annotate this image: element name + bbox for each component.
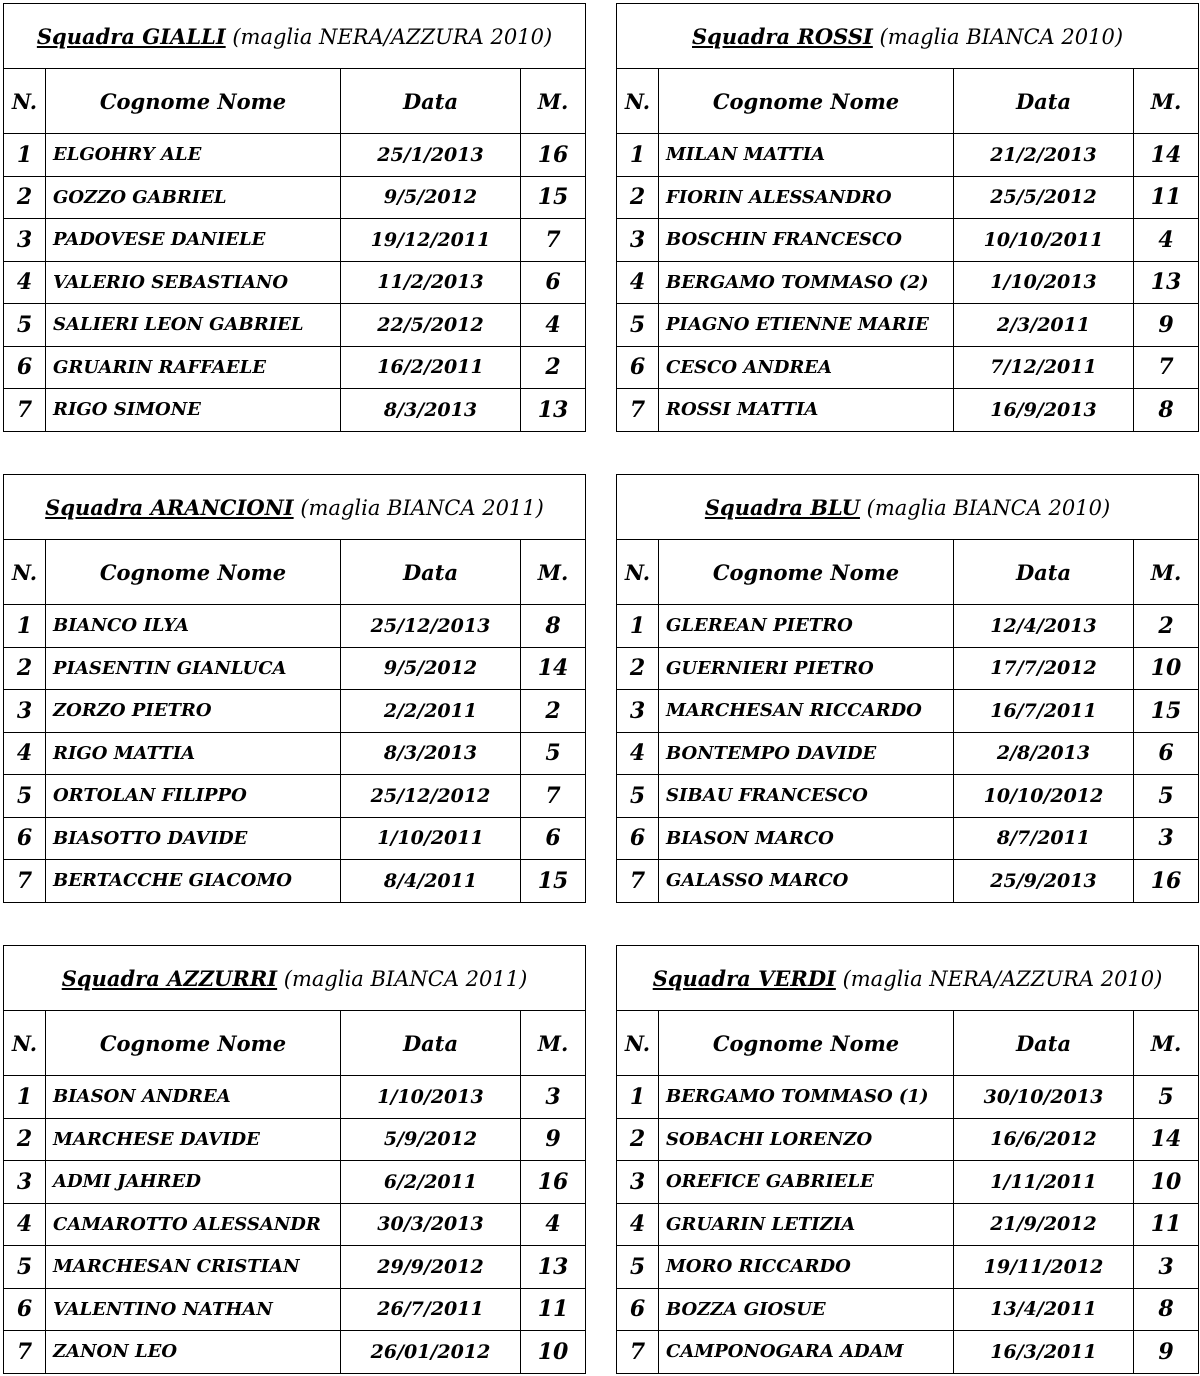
team-table xyxy=(3,945,586,1374)
player-m: 7 xyxy=(521,775,586,818)
header-number: N. xyxy=(4,69,46,134)
player-name: BOZZA GIOSUE xyxy=(659,1288,954,1331)
table-row xyxy=(4,1246,586,1289)
player-name: ORTOLAN FILIPPO xyxy=(46,775,341,818)
player-birthdate: 8/3/2013 xyxy=(341,732,521,775)
player-m: 3 xyxy=(1134,817,1199,860)
player-number: 3 xyxy=(617,690,659,733)
table-row xyxy=(4,346,586,389)
player-m: 16 xyxy=(521,134,586,177)
table-header-row xyxy=(617,540,1199,605)
header-number: N. xyxy=(4,540,46,605)
player-birthdate: 5/9/2012 xyxy=(341,1118,521,1161)
player-number: 6 xyxy=(4,817,46,860)
player-birthdate: 16/7/2011 xyxy=(954,690,1134,733)
player-birthdate: 11/2/2013 xyxy=(341,261,521,304)
player-number: 1 xyxy=(617,605,659,648)
player-name: SOBACHI LORENZO xyxy=(659,1118,954,1161)
player-number: 2 xyxy=(4,647,46,690)
table-row xyxy=(617,775,1199,818)
player-m: 4 xyxy=(1134,219,1199,262)
player-number: 1 xyxy=(4,134,46,177)
team-table xyxy=(3,3,586,432)
player-number: 2 xyxy=(4,1118,46,1161)
player-birthdate: 10/10/2011 xyxy=(954,219,1134,262)
player-birthdate: 12/4/2013 xyxy=(954,605,1134,648)
team-jersey: (maglia BIANCA 2010) xyxy=(866,495,1111,520)
team-table xyxy=(616,474,1199,903)
player-name: SIBAU FRANCESCO xyxy=(659,775,954,818)
player-name: FIORIN ALESSANDRO xyxy=(659,176,954,219)
player-birthdate: 8/4/2011 xyxy=(341,860,521,903)
player-name: GOZZO GABRIEL xyxy=(46,176,341,219)
player-birthdate: 6/2/2011 xyxy=(341,1161,521,1204)
player-m: 6 xyxy=(521,261,586,304)
team-table xyxy=(3,474,586,903)
player-number: 7 xyxy=(617,389,659,432)
player-name: GUERNIERI PIETRO xyxy=(659,647,954,690)
team-name: Squadra ARANCIONI xyxy=(45,494,294,520)
player-birthdate: 21/2/2013 xyxy=(954,134,1134,177)
player-m: 6 xyxy=(1134,732,1199,775)
player-number: 7 xyxy=(4,860,46,903)
table-row xyxy=(617,817,1199,860)
player-m: 9 xyxy=(1134,304,1199,347)
header-name: Cognome Nome xyxy=(659,69,954,134)
player-number: 3 xyxy=(4,690,46,733)
team-jersey: (maglia BIANCA 2010) xyxy=(879,24,1124,49)
player-birthdate: 16/3/2011 xyxy=(954,1331,1134,1374)
player-m: 3 xyxy=(1134,1246,1199,1289)
header-date: Data xyxy=(954,69,1134,134)
player-m: 13 xyxy=(521,1246,586,1289)
header-number: N. xyxy=(4,1011,46,1076)
player-number: 2 xyxy=(4,176,46,219)
team-table xyxy=(616,945,1199,1374)
player-name: CAMAROTTO ALESSANDR xyxy=(46,1203,341,1246)
header-m: M. xyxy=(1134,540,1199,605)
player-m: 14 xyxy=(521,647,586,690)
player-m: 9 xyxy=(1134,1331,1199,1374)
player-birthdate: 19/11/2012 xyxy=(954,1246,1134,1289)
player-birthdate: 21/9/2012 xyxy=(954,1203,1134,1246)
player-m: 11 xyxy=(521,1288,586,1331)
player-m: 10 xyxy=(521,1331,586,1374)
header-date: Data xyxy=(341,69,521,134)
player-name: SALIERI LEON GABRIEL xyxy=(46,304,341,347)
player-birthdate: 25/12/2012 xyxy=(341,775,521,818)
player-birthdate: 16/2/2011 xyxy=(341,346,521,389)
player-name: MARCHESAN CRISTIAN xyxy=(46,1246,341,1289)
table-header-row xyxy=(4,1011,586,1076)
player-number: 7 xyxy=(4,389,46,432)
player-birthdate: 22/5/2012 xyxy=(341,304,521,347)
player-number: 6 xyxy=(4,1288,46,1331)
player-name: OREFICE GABRIELE xyxy=(659,1161,954,1204)
table-row xyxy=(617,605,1199,648)
player-number: 1 xyxy=(617,134,659,177)
header-m: M. xyxy=(1134,69,1199,134)
team-title xyxy=(617,946,1199,1011)
player-number: 4 xyxy=(4,261,46,304)
player-birthdate: 16/9/2013 xyxy=(954,389,1134,432)
player-m: 6 xyxy=(521,817,586,860)
header-number: N. xyxy=(617,1011,659,1076)
player-number: 5 xyxy=(4,1246,46,1289)
table-row xyxy=(617,304,1199,347)
table-row xyxy=(617,346,1199,389)
table-row xyxy=(4,1203,586,1246)
team-name: Squadra VERDI xyxy=(652,965,836,991)
table-row xyxy=(4,1288,586,1331)
player-name: GLEREAN PIETRO xyxy=(659,605,954,648)
team-table xyxy=(616,3,1199,432)
table-row xyxy=(4,304,586,347)
player-birthdate: 10/10/2012 xyxy=(954,775,1134,818)
player-birthdate: 30/10/2013 xyxy=(954,1076,1134,1119)
table-row xyxy=(4,1161,586,1204)
header-m: M. xyxy=(1134,1011,1199,1076)
player-name: BERGAMO TOMMASO (1) xyxy=(659,1076,954,1119)
player-name: VALERIO SEBASTIANO xyxy=(46,261,341,304)
player-m: 4 xyxy=(521,1203,586,1246)
team-title xyxy=(4,946,586,1011)
player-birthdate: 25/5/2012 xyxy=(954,176,1134,219)
table-row xyxy=(4,176,586,219)
player-name: CESCO ANDREA xyxy=(659,346,954,389)
table-row xyxy=(4,775,586,818)
table-row xyxy=(4,261,586,304)
player-number: 5 xyxy=(4,304,46,347)
player-m: 10 xyxy=(1134,647,1199,690)
player-name: ADMI JAHRED xyxy=(46,1161,341,1204)
team-name: Squadra AZZURRI xyxy=(61,965,278,991)
player-name: MILAN MATTIA xyxy=(659,134,954,177)
player-m: 5 xyxy=(1134,1076,1199,1119)
player-birthdate: 8/3/2013 xyxy=(341,389,521,432)
table-row xyxy=(4,605,586,648)
table-row xyxy=(617,134,1199,177)
table-row xyxy=(617,732,1199,775)
table-row xyxy=(4,134,586,177)
player-m: 2 xyxy=(521,690,586,733)
table-row xyxy=(4,860,586,903)
table-row xyxy=(617,1246,1199,1289)
player-number: 3 xyxy=(4,1161,46,1204)
player-birthdate: 2/3/2011 xyxy=(954,304,1134,347)
player-name: CAMPONOGARA ADAM xyxy=(659,1331,954,1374)
player-m: 2 xyxy=(1134,605,1199,648)
player-name: ZORZO PIETRO xyxy=(46,690,341,733)
player-number: 1 xyxy=(617,1076,659,1119)
header-date: Data xyxy=(341,540,521,605)
table-row xyxy=(617,690,1199,733)
player-m: 13 xyxy=(1134,261,1199,304)
player-number: 5 xyxy=(617,775,659,818)
player-name: BONTEMPO DAVIDE xyxy=(659,732,954,775)
player-number: 3 xyxy=(617,219,659,262)
table-row xyxy=(617,647,1199,690)
player-birthdate: 2/2/2011 xyxy=(341,690,521,733)
team-name: Squadra ROSSI xyxy=(692,23,873,49)
header-name: Cognome Nome xyxy=(659,1011,954,1076)
player-number: 6 xyxy=(617,817,659,860)
player-name: BIASON ANDREA xyxy=(46,1076,341,1119)
player-number: 4 xyxy=(617,261,659,304)
player-number: 4 xyxy=(617,732,659,775)
player-m: 11 xyxy=(1134,1203,1199,1246)
player-name: ROSSI MATTIA xyxy=(659,389,954,432)
player-number: 2 xyxy=(617,1118,659,1161)
table-row xyxy=(4,219,586,262)
player-birthdate: 8/7/2011 xyxy=(954,817,1134,860)
header-date: Data xyxy=(954,540,1134,605)
player-birthdate: 16/6/2012 xyxy=(954,1118,1134,1161)
player-number: 5 xyxy=(4,775,46,818)
table-row xyxy=(617,1076,1199,1119)
team-name: Squadra GIALLI xyxy=(36,23,226,49)
player-number: 4 xyxy=(4,732,46,775)
player-m: 4 xyxy=(521,304,586,347)
team-jersey: (maglia BIANCA 2011) xyxy=(300,495,544,520)
table-row xyxy=(617,1118,1199,1161)
team-jersey: (maglia NERA/AZZURA 2010) xyxy=(842,966,1163,991)
player-name: PADOVESE DANIELE xyxy=(46,219,341,262)
player-birthdate: 25/9/2013 xyxy=(954,860,1134,903)
player-m: 9 xyxy=(521,1118,586,1161)
player-birthdate: 7/12/2011 xyxy=(954,346,1134,389)
player-birthdate: 25/12/2013 xyxy=(341,605,521,648)
table-row xyxy=(617,1203,1199,1246)
player-m: 8 xyxy=(521,605,586,648)
table-row xyxy=(617,219,1199,262)
player-m: 16 xyxy=(1134,860,1199,903)
player-number: 7 xyxy=(617,1331,659,1374)
player-name: MARCHESAN RICCARDO xyxy=(659,690,954,733)
player-birthdate: 2/8/2013 xyxy=(954,732,1134,775)
player-birthdate: 30/3/2013 xyxy=(341,1203,521,1246)
header-name: Cognome Nome xyxy=(46,1011,341,1076)
team-title xyxy=(4,475,586,540)
player-birthdate: 19/12/2011 xyxy=(341,219,521,262)
player-number: 6 xyxy=(617,1288,659,1331)
table-row xyxy=(4,1076,586,1119)
player-m: 15 xyxy=(521,176,586,219)
player-birthdate: 13/4/2011 xyxy=(954,1288,1134,1331)
table-row xyxy=(4,647,586,690)
player-birthdate: 26/01/2012 xyxy=(341,1331,521,1374)
table-row xyxy=(617,860,1199,903)
player-name: PIASENTIN GIANLUCA xyxy=(46,647,341,690)
player-birthdate: 1/10/2011 xyxy=(341,817,521,860)
table-row xyxy=(4,1118,586,1161)
player-number: 3 xyxy=(4,219,46,262)
player-m: 7 xyxy=(1134,346,1199,389)
team-title xyxy=(617,475,1199,540)
player-birthdate: 9/5/2012 xyxy=(341,176,521,219)
player-name: RIGO MATTIA xyxy=(46,732,341,775)
header-date: Data xyxy=(341,1011,521,1076)
player-name: GRUARIN RAFFAELE xyxy=(46,346,341,389)
player-birthdate: 29/9/2012 xyxy=(341,1246,521,1289)
table-row xyxy=(617,1331,1199,1374)
player-number: 7 xyxy=(617,860,659,903)
player-name: BERTACCHE GIACOMO xyxy=(46,860,341,903)
header-m: M. xyxy=(521,69,586,134)
player-number: 1 xyxy=(4,1076,46,1119)
player-number: 6 xyxy=(4,346,46,389)
player-birthdate: 1/11/2011 xyxy=(954,1161,1134,1204)
team-name: Squadra BLU xyxy=(704,494,860,520)
player-m: 13 xyxy=(521,389,586,432)
player-name: RIGO SIMONE xyxy=(46,389,341,432)
player-m: 2 xyxy=(521,346,586,389)
player-name: PIAGNO ETIENNE MARIE xyxy=(659,304,954,347)
player-m: 14 xyxy=(1134,1118,1199,1161)
player-birthdate: 26/7/2011 xyxy=(341,1288,521,1331)
player-birthdate: 1/10/2013 xyxy=(954,261,1134,304)
table-row xyxy=(4,389,586,432)
player-number: 7 xyxy=(4,1331,46,1374)
player-m: 11 xyxy=(1134,176,1199,219)
table-row xyxy=(617,261,1199,304)
player-name: ELGOHRY ALE xyxy=(46,134,341,177)
player-m: 15 xyxy=(521,860,586,903)
player-m: 5 xyxy=(1134,775,1199,818)
player-m: 5 xyxy=(521,732,586,775)
player-number: 4 xyxy=(617,1203,659,1246)
player-m: 7 xyxy=(521,219,586,262)
player-number: 2 xyxy=(617,647,659,690)
player-name: MARCHESE DAVIDE xyxy=(46,1118,341,1161)
player-name: GALASSO MARCO xyxy=(659,860,954,903)
header-name: Cognome Nome xyxy=(46,69,341,134)
player-name: ZANON LEO xyxy=(46,1331,341,1374)
player-number: 2 xyxy=(617,176,659,219)
table-row xyxy=(617,389,1199,432)
player-name: GRUARIN LETIZIA xyxy=(659,1203,954,1246)
player-m: 3 xyxy=(521,1076,586,1119)
table-header-row xyxy=(4,69,586,134)
table-row xyxy=(4,732,586,775)
table-header-row xyxy=(617,1011,1199,1076)
player-number: 6 xyxy=(617,346,659,389)
player-m: 10 xyxy=(1134,1161,1199,1204)
header-m: M. xyxy=(521,540,586,605)
player-number: 5 xyxy=(617,304,659,347)
player-m: 16 xyxy=(521,1161,586,1204)
table-row xyxy=(4,1331,586,1374)
player-name: BIANCO ILYA xyxy=(46,605,341,648)
team-title xyxy=(617,4,1199,69)
player-birthdate: 25/1/2013 xyxy=(341,134,521,177)
player-birthdate: 1/10/2013 xyxy=(341,1076,521,1119)
player-birthdate: 17/7/2012 xyxy=(954,647,1134,690)
table-row xyxy=(4,690,586,733)
player-number: 1 xyxy=(4,605,46,648)
table-row xyxy=(617,1161,1199,1204)
header-m: M. xyxy=(521,1011,586,1076)
team-jersey: (maglia BIANCA 2011) xyxy=(283,966,528,991)
team-jersey: (maglia NERA/AZZURA 2010) xyxy=(232,24,553,49)
table-header-row xyxy=(617,69,1199,134)
header-date: Data xyxy=(954,1011,1134,1076)
player-name: MORO RICCARDO xyxy=(659,1246,954,1289)
player-name: BOSCHIN FRANCESCO xyxy=(659,219,954,262)
player-m: 14 xyxy=(1134,134,1199,177)
player-name: VALENTINO NATHAN xyxy=(46,1288,341,1331)
header-number: N. xyxy=(617,69,659,134)
player-m: 15 xyxy=(1134,690,1199,733)
header-name: Cognome Nome xyxy=(46,540,341,605)
player-name: BIASON MARCO xyxy=(659,817,954,860)
player-name: BERGAMO TOMMASO (2) xyxy=(659,261,954,304)
header-number: N. xyxy=(617,540,659,605)
player-number: 3 xyxy=(617,1161,659,1204)
player-m: 8 xyxy=(1134,1288,1199,1331)
header-name: Cognome Nome xyxy=(659,540,954,605)
table-row xyxy=(4,817,586,860)
table-row xyxy=(617,1288,1199,1331)
player-birthdate: 9/5/2012 xyxy=(341,647,521,690)
player-number: 4 xyxy=(4,1203,46,1246)
table-row xyxy=(617,176,1199,219)
player-name: BIASOTTO DAVIDE xyxy=(46,817,341,860)
table-header-row xyxy=(4,540,586,605)
team-title xyxy=(4,4,586,69)
player-number: 5 xyxy=(617,1246,659,1289)
player-m: 8 xyxy=(1134,389,1199,432)
